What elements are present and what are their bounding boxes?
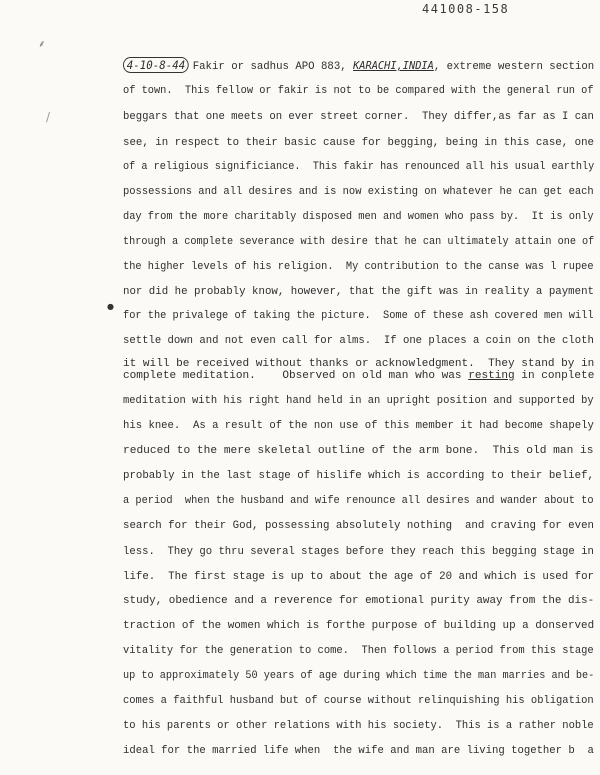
text-line: life. The first stage is up to about the age of 20 and which is used for (123, 571, 594, 583)
document-id: 441008-158 (422, 2, 510, 16)
margin-mark: / (46, 110, 51, 124)
handwritten-location: KARACHI,INDIA (353, 59, 434, 72)
margin-mark: ⸙ (38, 39, 46, 50)
margin-dot: ● (107, 302, 114, 311)
text-line-first: 4-10-8-44 Fakir or sadhus APO 883, KARACHI,INDIA, extreme western section (123, 57, 564, 74)
text-line: possessions and all desires and is now existing on whatever he can get each (123, 186, 594, 198)
text-line: his knee. As a result of the non use of this member it had become shapely (123, 420, 594, 432)
text-line: up to approximately 50 years of age during which time the man marries and be- (123, 670, 595, 682)
text-line: the higher levels of his religion. My contribution to the canse was l rupee (123, 261, 594, 273)
handwritten-date: 4-10-8-44 (123, 57, 189, 73)
underlined-word: resting (468, 370, 515, 382)
text-line: beggars that one meets on ever street corner. They differ,as far as I can (123, 111, 594, 123)
text-line: of town. This fellow or fakir is not to be compared with the general run of (123, 85, 594, 97)
text-line: it will be received without thanks or acknowledgment. They stand by in (123, 358, 595, 370)
text-line: ideal for the married life when the wife and man are living together b a (123, 745, 594, 757)
text-line: nor did he probably know, however, that the gift was in reality a payment (123, 286, 594, 298)
text-line: less. They go thru several stages before they reach this begging stage in (123, 546, 594, 558)
text-line: for the privalege of taking the picture. Some of these ash covered men will (123, 310, 594, 322)
text-line: day from the more charitably disposed men and women who pass by. It is only (123, 211, 594, 223)
text-line: to his parents or other relations with his society. This is a rather noble (123, 720, 594, 732)
text-line: settle down and not even call for alms. If one places a coin on the cloth (123, 335, 594, 347)
text-line: through a complete severance with desire that he can ultimately attain one of (123, 236, 595, 248)
text-line-resting: complete meditation. Observed on old man who was resting in conplete (123, 370, 595, 382)
text-line: reduced to the mere skeletal outline of the arm bone. This old man is (123, 445, 594, 457)
text-line: a period when the husband and wife renounce all desires and wander about to (123, 495, 594, 507)
text-line: probably in the last stage of hislife which is according to their belief, (123, 470, 594, 482)
text-line: study, obedience and a reverence for emotional purity away from the dis- (123, 595, 595, 607)
text-line: see, in respect to their basic cause for begging, being in this case, one (123, 137, 594, 149)
text-line: comes a faithful husband but of course without relinquishing his obligation (123, 695, 594, 707)
text-line: search for their God, possessing absolutely nothing and craving for even (123, 520, 594, 532)
text-line: vitality for the generation to come. Then follows a period from this stage (123, 645, 594, 657)
text-line: meditation with his right hand held in an upright position and supported by (123, 395, 594, 407)
text-line: of a religious significiance. This fakir has renounced all his usual earthly (123, 161, 595, 173)
text-line: traction of the women which is forthe purpose of building up a donserved (123, 620, 595, 632)
